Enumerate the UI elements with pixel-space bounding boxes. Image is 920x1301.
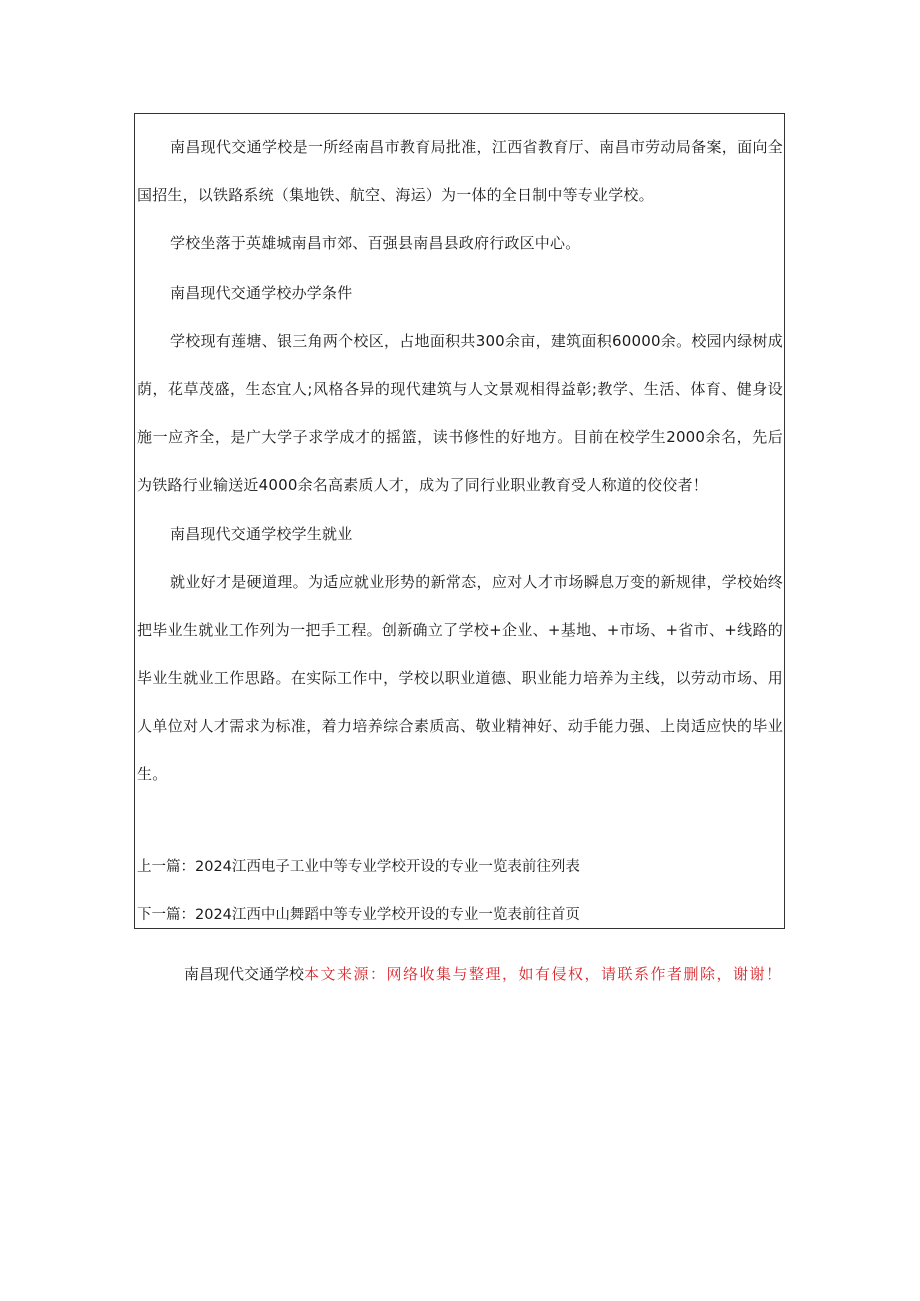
article-paragraph-conditions: 学校现有莲塘、银三角两个校区，占地面积共300余亩，建筑面积60000余。校园内绿树成荫，花草茂盛，生态宜人;风格各异的现代建筑与人文景观相得益彰;教学、生活、体育、健身设施一应齐全，是广大学子求学成才的摇篮，读书修性的好地方。目前在校学生2000余名，先后为铁路行业输送近4000余名高素质人才，成为了同行业职业教育受人称道的佼佼者！ <box>137 332 783 494</box>
section-heading-employment: 南昌现代交通学校学生就业 <box>170 525 353 543</box>
copyright-notice: 本文来源：网络收集与整理，如有侵权，请联系作者删除，谢谢！ <box>304 965 783 983</box>
next-article-link[interactable]: 下一篇：2024江西中山舞蹈中等专业学校开设的专业一览表前往首页 <box>137 907 580 923</box>
section-heading-conditions: 南昌现代交通学校办学条件 <box>170 284 353 302</box>
footer-school-name: 南昌现代交通学校 <box>184 965 305 983</box>
article-paragraph-location: 学校坐落于英雄城南昌市郊、百强县南昌县政府行政区中心。 <box>170 234 581 252</box>
prev-article-link[interactable]: 上一篇：2024江西电子工业中等专业学校开设的专业一览表前往列表 <box>137 859 580 875</box>
article-paragraph-intro: 南昌现代交通学校是一所经南昌市教育局批准，江西省教育厅、南昌市劳动局备案，面向全国招生，以铁路系统（集地铁、航空、海运）为一体的全日制中等专业学校。 <box>137 138 783 204</box>
source-note <box>184 964 783 984</box>
article-frame <box>134 113 785 929</box>
article-paragraph-employment: 就业好才是硬道理。为适应就业形势的新常态，应对人才市场瞬息万变的新规律，学校始终把毕业生就业工作列为一把手工程。创新确立了学校+企业、+基地、+市场、+省市、+线路的毕业生就业工作思路。在实际工作中，学校以职业道德、职业能力培养为主线，以劳动市场、用人单位对人才需求为标准，着力培养综合素质高、敬业精神好、动手能力强、上岗适应快的毕业生。 <box>137 573 783 783</box>
